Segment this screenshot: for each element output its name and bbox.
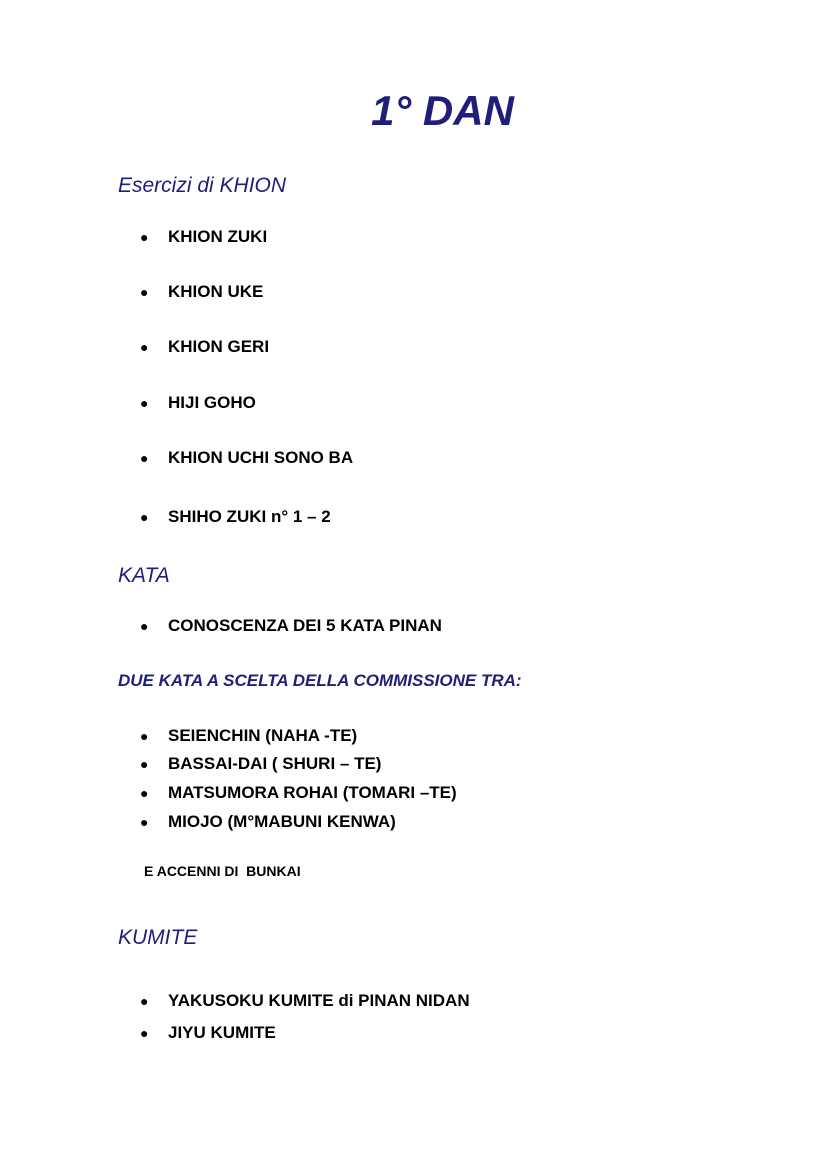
section-heading-kata: KATA [118,564,170,587]
bullet-icon: ● [140,756,149,772]
bullet-icon: ● [140,339,149,355]
list-item [140,989,470,1013]
list-item [140,781,457,805]
list-item [140,280,263,304]
list-item-label: YAKUSOKU KUMITE di PINAN NIDAN [168,991,470,1010]
bunkai-note: E ACCENNI DI BUNKAI [144,863,301,879]
section-heading-khion: Esercizi di KHION [118,174,287,197]
bullet-icon: ● [140,509,149,525]
bullet-icon: ● [140,814,149,830]
list-item [140,1021,276,1045]
list-item-label: HIJI GOHO [168,393,256,412]
list-item [140,724,357,748]
list-item-label: KHION UKE [168,282,264,301]
list-item [140,505,331,529]
list-item-label: JIYU KUMITE [168,1023,276,1042]
list-item-label: MIOJO (M°MABUNI KENWA) [168,812,396,831]
list-item [140,810,396,834]
list-item-label: KHION GERI [168,337,270,356]
list-item [140,225,267,249]
section-heading-kumite: KUMITE [118,926,198,949]
bullet-icon: ● [140,618,149,634]
list-item [140,446,353,470]
list-item [140,391,256,415]
list-item-label: MATSUMORA ROHAI (TOMARI –TE) [168,783,457,802]
list-item-label: SEIENCHIN (NAHA -TE) [168,726,358,745]
list-item-label: BASSAI-DAI ( SHURI – TE) [168,754,382,773]
bullet-icon: ● [140,229,149,245]
bullet-icon: ● [140,395,149,411]
bullet-icon: ● [140,450,149,466]
list-item-label: CONOSCENZA DEI 5 KATA PINAN [168,616,442,635]
list-item-label: KHION UCHI SONO BA [168,448,354,467]
list-item-label: SHIHO ZUKI n° 1 – 2 [168,507,331,526]
kata-choice-heading: DUE KATA A SCELTA DELLA COMMISSIONE TRA: [118,671,522,690]
list-item-label: KHION ZUKI [168,227,268,246]
list-item [140,335,269,359]
bullet-icon: ● [140,785,149,801]
bullet-icon: ● [140,284,149,300]
page-title: 1° DAN [371,87,514,134]
bullet-icon: ● [140,993,149,1009]
bullet-icon: ● [140,728,149,744]
bullet-icon: ● [140,1025,149,1041]
list-item [140,614,442,638]
list-item [140,752,381,776]
